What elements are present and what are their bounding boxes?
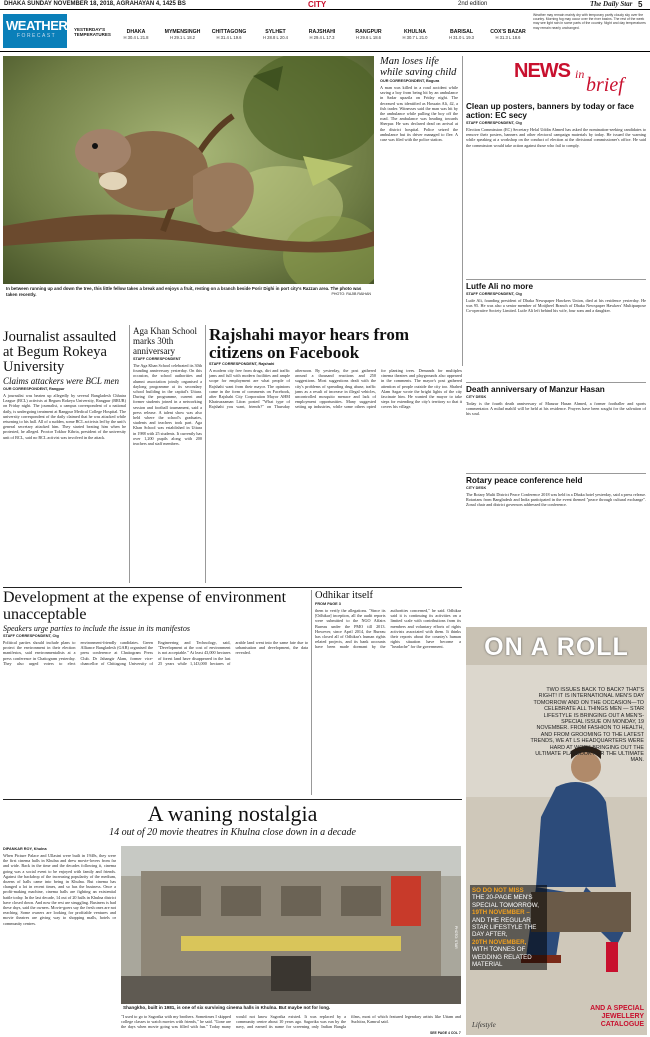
ad-promo-1: THE 20-PAGE MEN'S SPECIAL TOMORROW, [472,894,539,909]
see-page-ref: SEE PAGE 4 COL 7 [430,1031,461,1035]
odhikar-from: FROM PAGE 3 [315,602,341,606]
journalist-story [3,330,126,570]
aga-khan-headline: Aga Khan School marks 30th anniversary [133,326,197,356]
nostalgia-text: When Picture Palace and Ullasini were built in 1940s, they were the first cinema halls in Khulna and drew movie-lovers from far and wide. Back in the time and the decades following it, cinema going was a social event to be enjoyed with family and friends. Against the backdrop of the increasing popularity of the medium, dozens of halls came into being in Khulna. But cinema has changed a lot in recent times, and so has the business. Once a profit-making machine, cinema halls are fighting an existential battle today. In the last decade, 14 out of 20 halls in Khulna district have closed down. And now the rest are struggling. Business is bad these days, said the owners. Movie-goers say the fresh ones are not reaching. Some owners are looking for profitable ventures and movie theatres are giving way to shopping malls, hotels or community centres. [3,853,116,926]
nostalgia-subhead: 14 out of 20 movie theatres in Khulna close down in a decade [109,827,356,838]
ad-promo-date-1: 19TH NOVEMBER – [472,909,530,917]
nostalgia-col-2 [121,1014,461,1034]
weather-city: RANGPUR H 29.6 L 18.6 [355,29,382,40]
weather-bar [0,11,650,52]
brief-text: The Rotary Multi District Peace Conference 2018 was held in a Dhaka hotel yesterday, said a press release. Rotarians from Bangladesh and India participated in the event themed "peace through cultural exchange". Zonal chair and district governors addressed the conference. [466,492,646,508]
news-in-brief-banner: NEWS in brief [514,60,624,96]
weather-city: COX'S BAZAR H 31.3 L 18.6 [490,29,526,40]
masthead-date: DHAKA SUNDAY NOVEMBER 18, 2018, AGRAHAYAN 4, 1425 BS [4,1,186,7]
aga-khan-byline: STAFF CORRESPONDENT [133,357,181,361]
brief-byline: STAFF CORRESPONDENT, Ctg [466,292,522,296]
brief-item [466,473,646,552]
news-in-brief-column [466,56,646,564]
photo-caption: In between running up and down the tree, this little fellow takes a break and enjoys a fruit, resting on a branch beside Porir Dighi in port city's Razzan area. The photo was taken recently. PHOTO: RAJIB RAIHAN [3,284,374,299]
brief-text: Lutfe Ali, founding president of Dhaka Newspaper Hawkers Union, died at his residence yesterday. He was 95. He was also a senior member of Motijheel Branch of Dhaka Newspaper Hawkers' Multipurpose Co-operative Society Limited. Lutfe Ali left behind his wife, four sons and a daughter. [466,298,646,314]
aga-khan-text: The Aga Khan School celebrated its 30th founding anniversary yesterday. On this occasion, the school authorities and alumni association jointly organised a daylong programme at its secondary school building in the capital's Uttara. During the programme, current and former students joined in a networking session and football tournament, said a press release. A talent show was also held where the school's graduates, students and teachers took part. Aga Khan School was established in Uttara in 1988 with 25 students. It currently has over 1,200 pupils along with 200 teachers and staff members. [133,363,202,447]
edition-label: 2nd edition [458,1,488,7]
ad-promo-date-2: 20TH NOVEMBER, [472,938,527,946]
weather-title: WEATHER [6,18,68,33]
ad-headline: ON A ROLL [484,633,629,661]
brief-headline: Rotary peace conference held [466,476,583,485]
journalist-text: A journalist was beaten up allegedly by several Bangladesh Chhatra League (BCL) activists at Begum Rokeya University, Rangpur (BRUR) on Friday night. The journalist, a campus correspondent of a national daily, is undergoing treatment at Rangpur Medical College Hospital. The university correspondent of the daily claimed that he was attacked while returning to his hall. All of a sudden, some BCL activists led by the unit's general secretary attacked him. They started beating him when he protested, he alleged. Proctor Tokhor Kibria, president of the university unit of BCL, said no BCL activist was involved in the attack. [3,393,126,440]
development-headline: Development at the expense of environment unacceptable [3,589,287,623]
man-loses-life-headline: Man loses life while saving child [380,56,457,78]
squirrel-photo [3,56,374,299]
brief-byline: STAFF CORRESPONDENT, Ctg [466,121,522,125]
development-byline: STAFF CORRESPONDENT, Ctg [3,634,59,638]
aga-khan-story [133,326,202,569]
ad-logo: Lifestyle [472,1021,496,1029]
journalist-subhead: Claims attackers were BCL men [3,376,119,386]
weather-city: DHAKA H 30.4 L 21.8 [123,29,149,40]
brief-byline: CITY DESK [466,486,487,490]
section-name: CITY [308,0,327,9]
ad-promo-4: AND A SPECIAL JEWELLERY CATALOGUE [590,1005,644,1028]
photo-credit: PHOTO: RAJIB RAIHAN [331,291,371,296]
nostalgia-story [3,803,462,838]
odhikar-text: them to verify the allegations. "Since its [Odhikar] inception, all the audit reports were submitted to the NGO Affairs Bureau under the PMO till 2013. However, since April 2014, the Bureau has closed all of Odhikar's human rights related projects, and its bank accounts have been made dormant by the authorities concerned," he said. Odhikar said it is continuing its activities on a limited scale with contributions from its members and voluntary efforts of rights activists associated with them. It thinks their reports about the country's human rights situation have become a "headache" for the government. [315,608,461,650]
ad-promo-3: WITH TONNES OF WEDDING RELATED MATERIAL [472,946,532,969]
weather-city: RAJSHAHI H 29.4 L 17.3 [308,29,336,40]
weather-city: BARISAL H 31.0 L 19.3 [448,29,475,40]
masthead [0,0,650,10]
odhikar-story [315,590,461,778]
nostalgia-byline: DIPANKAR ROY, Khulna [3,847,47,851]
ad-dont-miss: SO DO NOT MISS [472,887,524,894]
odhikar-headline: Odhikar itself [315,590,374,601]
brief-byline: CITY DESK [466,395,487,399]
weather-subtitle: FORECAST [17,33,57,39]
weather-city: KHULNA H 30.7 L 21.0 [402,29,428,40]
page-number: 5 [638,0,643,9]
cinema-photo-caption: Shangkho, built in 1981, is one of six surviving cinema halls in Khulna. But maybe not for long. [121,1004,461,1011]
nostalgia-col-1 [3,846,116,1033]
man-loses-life-text: A man was killed in a road accident while saving a boy from being hit by an ambulance in Sadar upazila on Friday night. The deceased was identified as Hossain Ali, 42, a fish trader. Witnesses said the man was hit by the ambulance while pulling the boy off the road. The ambulance was heading towards Sherpur. He was declared dead on arrival at the district hospital. Police seized the ambulance but its driver managed to flee. A case was filed with the police station. [380,85,458,143]
brief-headline: Lutfe Ali no more [466,282,534,291]
yesterday-label: YESTERDAY'S TEMPERATURES [74,27,111,37]
ad-body: TWO ISSUES BACK TO BACK? THAT'S RIGHT! IT IS INTERNATIONAL MEN'S DAY TOMORROW AND ON THE OCCASION—TO CELEBRATE ALL THINGS MEN — STAR LIFESTYLE IS BRINGING OUT A MEN'S-SPECIAL ISSUE ON MONDAY, 19 NOVEMBER. FROM FASHION TO HEALTH, AND FROM GROOMING TO THE LATEST TRENDS, WE AT LS HEADQUARTERS WERE HARD AT WORK BRINGING OUT THE ULTIMATE PLAYBOOK FOR THE ULTIMATE MAN. [530,687,644,764]
cinema-hall-photo [121,846,461,1011]
weather-city: CHITTAGONG H 31.4 L 19.6 [211,29,247,40]
rajshahi-text: A modern city free from drugs, dirt and traffic jams and full with modern facilities and ample scope for employment are what people of Rajshahi want from their mayor. The opinions came in the form of comments on Facebook, after Rajshahi City Corporation Mayor AHM Khairuzzaman Liton posted "What type of Rajshahi you want, friends?" on Thursday afternoon. By yesterday, the post gathered around a thousand reactions and 250 suggestions. Most suggestions dealt with the city's problems of spreading drug abuse, traffic jams as a result of increase in illegal vehicles, uncontrolled mosquito menace and lack of employment opportunities. Many suggested setting up industries, while some others opted for planting trees. Demands for multiplex cinema theatres and playgrounds also appeared in the comments. The mayor's post gathered attention of people outside the city too. Shahed Alam Sagar wrote the bright lights of the city fascinate him. He wanted the mayor to take steps for extending the city's territory so that it covers his village. [209,368,462,410]
brief-text: Today is the fourth death anniversary of Manzur Hasan Ahmed, a former footballer and sports commentator. A milad mahfil will be held at his residence. Prayers have been sought for the salvation of his soul. [466,401,646,417]
rajshahi-byline: STAFF CORRESPONDENT, Rajshahi [209,362,275,366]
man-loses-life-story [380,57,458,315]
brief-item [466,382,646,471]
lifestyle-ad [466,627,647,1035]
development-subhead: Speakers urge parties to include the issue in its manifestos [3,624,191,633]
ad-promo-2: AND THE REGULAR STAR LIFESTYLE THE DAY AFTER, [472,916,537,939]
brief-item [466,100,646,277]
newspaper-name: The Daily Star [590,0,633,8]
weather-badge [3,14,67,48]
brief-headline: Death anniversary of Manzur Hasan [466,385,605,394]
rajshahi-story [209,326,462,583]
brief-item [466,279,646,380]
rajshahi-headline: Rajshahi mayor hears from citizens on Facebook [209,325,410,362]
development-story [3,590,308,787]
journalist-byline: OUR CORRESPONDENT, Rangpur [3,387,65,391]
brief-list [466,100,646,552]
ad-promo-box [470,885,547,970]
journalist-headline: Journalist assaulted at Begum Rokeya University [3,329,117,375]
nostalgia-text-2: "I used to go to Sagorika with my brothers. Sometimes I skipped college classes to watch movies with friends," he said. "Gone are the days when movie going was filled with fun." Today many would not know Sagorika existed. It was replaced by a community centre about 10 years ago. Sagorika was run by the navy, and earned its name for screening only Indian Bangla films, most of which featured legendary artists like Uttam and Suchitra, Kamrul said. [121,1014,461,1030]
development-text: Political parties should include plans to protect the environment in their election manifestos, said environmentalists at a press conference in Chattogram yesterday. They also urged voters to elect environment-friendly candidates. Green Alliance Bangladesh (GAB) organised the press conference at Chattogram Press Club. Dr Jahangir Alam, former vice-chancellor of Chittagong University of Engineering and Technology, said, "Development at the cost of environment is not acceptable." At least 43,000 hectares of forest land have disappeared in the last 25 years while 1,143,000 hectares of arable land went into the same fate due to urbanisation and development, the data revealed. [3,640,308,666]
nostalgia-headline: A waning nostalgia [147,801,318,826]
weather-city: SYLHET H 28.8 L 20.4 [262,29,289,40]
brief-text: Election Commission (EC) Secretary Helal Uddin Ahmed has asked the nomination-seeking candidates to remove their posters, banners and other electoral campaign materials by today. He issued the warning while speaking at a workshop on the conduct of election at the divisional commissioner's office. He said the commission would take action against those who fail to comply. [466,127,646,148]
cinema-photo-credit: PHOTO: STAR [454,926,458,949]
weather-city: MYMENSINGH H 29.1 L 18.2 [164,29,201,40]
weather-forecast: Weather may remain mainly dry with temporary partly cloudy sky over the country. Morning fog may occur over the river basins. The rest of the week may see light rain in some parts of the country. Night and day temperatures may remain nearly unchanged. [533,13,646,30]
brief-headline: Clean up posters, banners by today or face action: EC secy [466,102,634,120]
man-loses-life-byline: OUR CORRESPONDENT, Bogura [380,79,440,83]
